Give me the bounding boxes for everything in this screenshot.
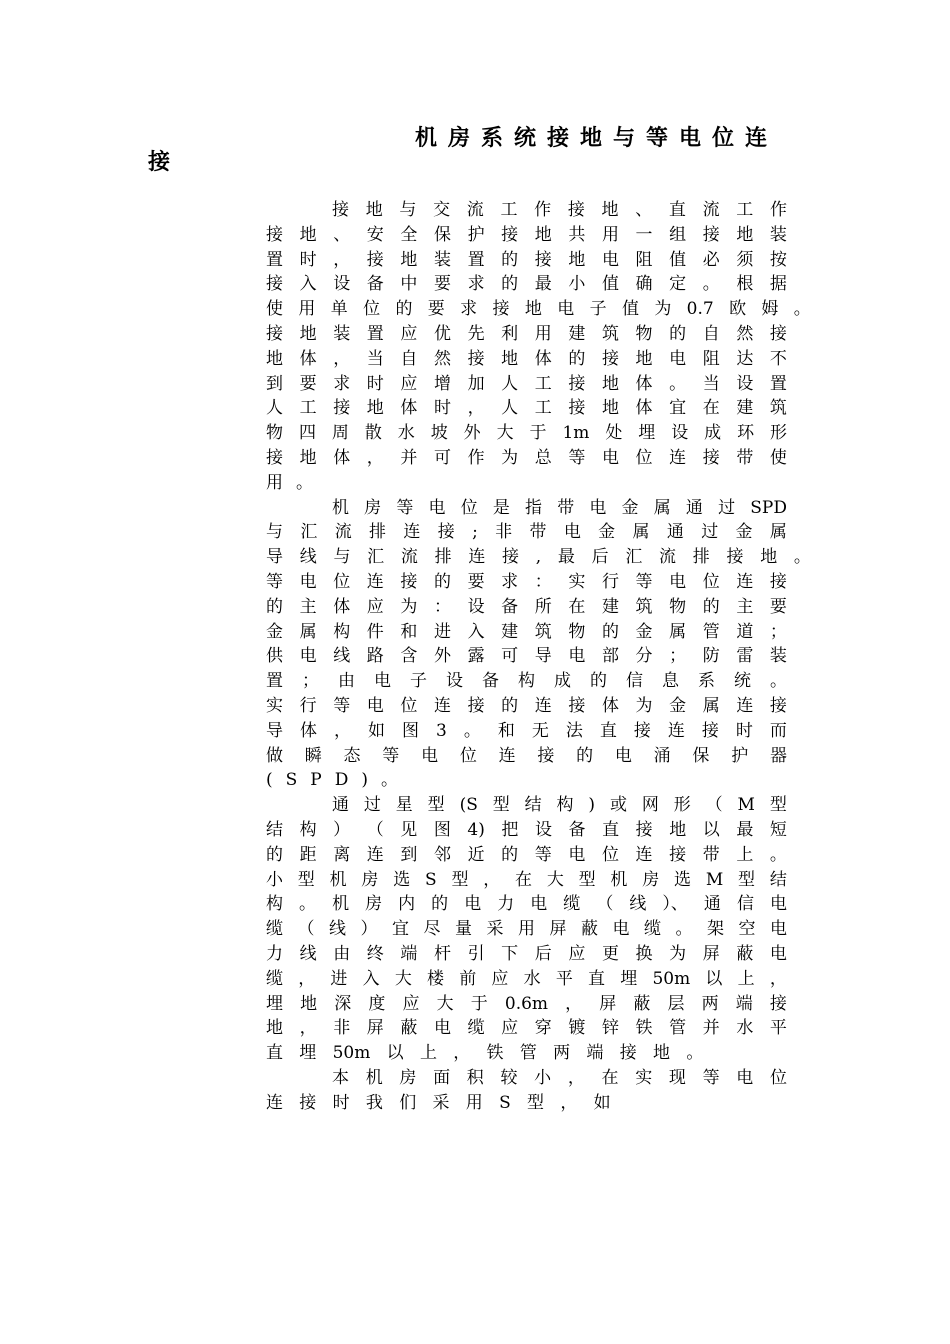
document-title: 机房系统接地与等电位连 (415, 125, 779, 151)
text-line: 地 ， 非 屏 蔽 电 缆 应 穿 镀 锌 铁 管 并 水 平 (266, 1018, 787, 1039)
text-line: 到 要 求 时 应 增 加 人 工 接 地 体 。 当 设 置 (266, 373, 787, 394)
text-line: (SPD)。 (266, 770, 411, 791)
text-line: 人 工 接 地 体 时 ， 人 工 接 地 体 宜 在 建 筑 (266, 398, 787, 419)
text-line: 本 机 房 面 积 较 小 ， 在 实 现 等 电 位 (332, 1067, 787, 1088)
text-line: 使 用 单 位 的 要 求 接 地 电 子 值 为 0.7 欧 姆 。 (266, 299, 811, 320)
text-line: 的 主 体 应 为 ： 设 备 所 在 建 筑 物 的 主 要 (266, 596, 787, 617)
text-line: 连 接 时 我 们 采 用 S 型 ， 如 (266, 1092, 611, 1113)
text-line: 结 构 ） （ 见 图 4) 把 设 备 直 接 地 以 最 短 (266, 819, 787, 840)
text-line: 埋 地 深 度 应 大 于 0.6m ， 屏 蔽 层 两 端 接 (266, 993, 787, 1014)
text-line: 力 线 由 终 端 杆 引 下 后 应 更 换 为 屏 蔽 电 (266, 943, 787, 964)
text-line: 置 时 ， 接 地 装 置 的 接 地 电 阻 值 必 须 按 (266, 249, 787, 270)
text-line: 供 电 线 路 含 外 露 可 导 电 部 分 ； 防 雷 装 (266, 646, 787, 667)
text-line: 做 瞬 态 等 电 位 连 接 的 电 涌 保 护 器 (266, 745, 787, 766)
text-line: 构 。 机 房 内 的 电 力 电 缆 （ 线 ）、 通 信 电 (266, 894, 787, 915)
document-title-continuation: 接 (148, 149, 171, 175)
text-line: 地 体 ， 当 自 然 接 地 体 的 接 地 电 阻 达 不 (266, 348, 787, 369)
text-line: 的 距 离 连 到 邻 近 的 等 电 位 连 接 带 上 。 (266, 844, 787, 865)
text-line: 通 过 星 型 (S 型 结 构 ) 或 网 形 （ M 型 (332, 795, 787, 816)
text-line: 与 汇 流 排 连 接 ; 非 带 电 金 属 通 过 金 属 (266, 522, 787, 543)
text-line: 导 线 与 汇 流 排 连 接 , 最 后 汇 流 排 接 地 。 (266, 547, 811, 568)
text-line: 接 地 装 置 应 优 先 利 用 建 筑 物 的 自 然 接 (266, 323, 787, 344)
text-line: 接 地 、 安 全 保 护 接 地 共 用 一 组 接 地 装 (266, 224, 787, 245)
text-line: 小 型 机 房 选 S 型 ， 在 大 型 机 房 选 M 型 结 (266, 869, 787, 890)
text-line: 直 埋 50m 以 上 ， 铁 管 两 端 接 地 。 (266, 1043, 704, 1064)
text-line: 物 四 周 散 水 坡 外 大 于 1m 处 埋 设 成 环 形 (266, 423, 787, 444)
text-line: 接 地 与 交 流 工 作 接 地 、 直 流 工 作 (332, 200, 787, 220)
text-line: 实 行 等 电 位 连 接 的 连 接 体 为 金 属 连 接 (266, 695, 787, 716)
text-line: 等 电 位 连 接 的 要 求 ： 实 行 等 电 位 连 接 (266, 571, 787, 592)
text-line: 缆 （ 线 ） 宜 尽 量 采 用 屏 蔽 电 缆 。 架 空 电 (266, 919, 787, 940)
text-line: 接 入 设 备 中 要 求 的 最 小 值 确 定 。 根 据 (266, 274, 787, 295)
text-line: 导 体 ， 如 图 3 。 和 无 法 直 接 连 接 时 而 (266, 720, 787, 741)
text-line: 机 房 等 电 位 是 指 带 电 金 属 通 过 SPD (332, 497, 787, 518)
text-line: 缆 ， 进 入 大 楼 前 应 水 平 直 埋 50m 以 上 ， (266, 968, 787, 989)
document-body (266, 198, 826, 1115)
text-line: 接 地 体 ， 并 可 作 为 总 等 电 位 连 接 带 使 (266, 447, 787, 468)
text-line: 用。 (266, 472, 326, 493)
text-line: 置 ； 由 电 子 设 备 构 成 的 信 息 系 统 。 (266, 671, 787, 692)
text-line: 金 属 构 件 和 进 入 建 筑 物 的 金 属 管 道 ； (266, 621, 787, 642)
